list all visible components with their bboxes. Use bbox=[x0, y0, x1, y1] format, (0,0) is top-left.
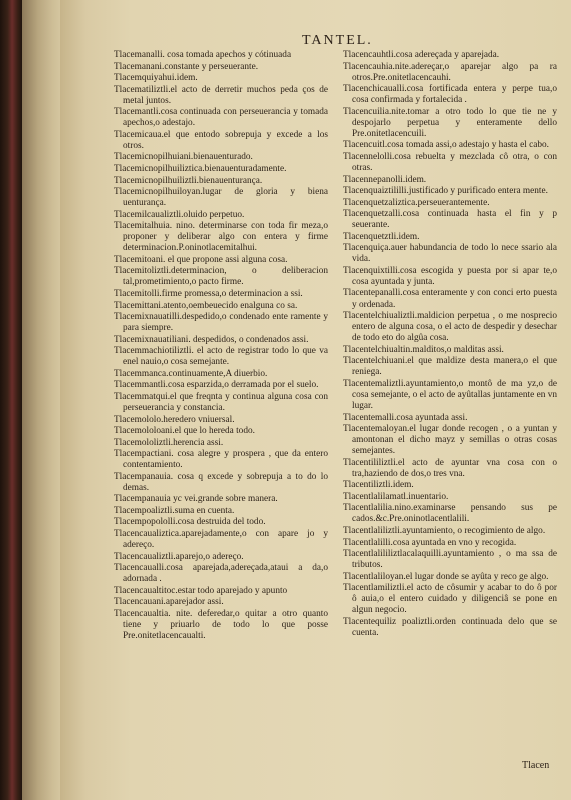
right-column bbox=[343, 50, 557, 639]
dictionary-entry: Tlacemitoani. el que propone assi alguna cosa. bbox=[114, 254, 288, 265]
dictionary-entry: Tlacemanani.constante y perseuerante. bbox=[114, 61, 259, 72]
dictionary-entry: Tlacentlaliliztli.ayuntamiento, o recogimiento de algo. bbox=[343, 525, 546, 536]
dictionary-entry: Tlacencuilia.nite.tomar a otro todo lo que tie ne y despojarlo perpetua y enteramente dello Pre.onitetlacencuili. bbox=[343, 106, 557, 139]
dictionary-entry: Tlacenquetzaliztica.perseuerantemente. bbox=[343, 197, 490, 208]
dictionary-entry: Tlacemitalhuia. nino. determinarse con toda fir meza,o proponer y deliberar algo con entera y firme determinacion.P.oninotlacemitalhui. bbox=[114, 221, 328, 254]
dictionary-entry: Tlacentiliztli.idem. bbox=[343, 480, 414, 491]
dictionary-entry: Tlacempoaliztli.suma en cuenta. bbox=[114, 505, 235, 516]
left-column bbox=[114, 50, 328, 642]
page-edges bbox=[22, 0, 62, 800]
dictionary-entry: Tlacennepanolli.idem. bbox=[343, 174, 427, 185]
dictionary-entry: Tlacencauhtli.cosa adereçada y aparejada. bbox=[343, 50, 500, 60]
dictionary-entry: Tlacentlalililiztlacalaquilli.ayuntamiento , o ma ssa de tributos. bbox=[343, 549, 557, 571]
dictionary-entry: Tlacentemalli.cosa ayuntada assi. bbox=[343, 412, 468, 423]
dictionary-entry: Tlacemittani.atento,oembeuecido enalguna co sa. bbox=[114, 300, 298, 311]
dictionary-entry: Tlacemicnopilhuiliztica.bienauenturadamente. bbox=[114, 163, 287, 174]
dictionary-entry: Tlacenquetzalli.cosa continuada hasta el fin y p seuerante. bbox=[343, 209, 557, 231]
dictionary-entry: Tlacempanauia yc vei.grande sobre manera. bbox=[114, 494, 278, 505]
dictionary-entry: Tlacentlalilli.cosa ayuntada en vno y recogida. bbox=[343, 537, 517, 548]
dictionary-entry: Tlacemquiyahui.idem. bbox=[114, 73, 198, 84]
dictionary-entry: Tlacenquiça.auer habundancia de todo lo nece ssario ala vida. bbox=[343, 243, 557, 265]
dictionary-entry: Tlacencauhia.nite.adereçar,o aparejar algo pa ra otros.Pre.onitetlacencauhi. bbox=[343, 61, 557, 83]
dictionary-entry: Tlacemmantli.cosa esparzida,o derramada por el suelo. bbox=[114, 380, 319, 391]
dictionary-entry: Tlacemololiztli.herencia assi. bbox=[114, 437, 224, 448]
dictionary-entry: Tlacemololo.heredero vniuersal. bbox=[114, 414, 235, 425]
dictionary-entry: Tlacenquixtilli.cosa escogida y puesta por si apar te,o cosa ayuntada y junta. bbox=[343, 265, 557, 287]
dictionary-entry: Tlacentlalilia.nino.examinarse pensando sus pe cados.&c.Pre.oninotlacentlalili. bbox=[343, 503, 557, 525]
dictionary-entry: Tlacencauani.aparejador assi. bbox=[114, 597, 224, 608]
dictionary-entry: Tlacentililiztli.el acto de ayuntar vna cosa con o tra,haziendo de dos,o tres vna. bbox=[343, 457, 557, 479]
dictionary-entry: Tlacemmatqui.el que freqnta y continua alguna cosa con perseuerancia y constancia. bbox=[114, 391, 328, 413]
dictionary-entry: Tlacencuitl.cosa tomada assi,o adestajo y hasta el cabo. bbox=[343, 140, 550, 151]
dictionary-entry: Tlacentelchiualtin.malditos,o malditas assi. bbox=[343, 344, 504, 355]
dictionary-entry: Tlacempopololli.cosa destruida del todo. bbox=[114, 517, 266, 528]
dictionary-entry: Tlacennelolli.cosa rebuelta y mezclada cô otra, o con otras. bbox=[343, 151, 557, 173]
dictionary-entry: Tlacenquetztli.idem. bbox=[343, 231, 420, 242]
dictionary-entry: Tlacenchicaualli.cosa fortificada entera y perpe tua,o cosa confirmada y fortalecida . bbox=[343, 84, 557, 106]
dictionary-entry: Tlacemixnauatiliani. despedidos, o condenados assi. bbox=[114, 334, 309, 345]
dictionary-entry: Tlacemicnopilhuiloyan.lugar de gloria y biena uenturança. bbox=[114, 187, 328, 209]
dictionary-entry: Tlacencaualli.cosa aparejada,adereçada,ataui a da,o adornada . bbox=[114, 563, 328, 585]
catchword: Tlacen bbox=[522, 760, 550, 771]
dictionary-entry: Tlacemanalli. cosa tomada apechos y cótinuada bbox=[114, 50, 292, 60]
book-binding bbox=[0, 0, 22, 800]
dictionary-entry: Tlacencaualtitoc.estar todo aparejado y apunto bbox=[114, 585, 288, 596]
dictionary-entry: Tlacemitolli.firme promessa,o determinacion a ssi. bbox=[114, 288, 303, 299]
dictionary-entry: Tlacencaualiztica.aparejadamente,o con apare jo y adereço. bbox=[114, 528, 328, 551]
dictionary-entry: Tlacemilcaualiztli.oluido perpetuo. bbox=[114, 209, 245, 220]
dictionary-entry: Tlacemicnopilhuiliztli.bienauenturança. bbox=[114, 175, 263, 186]
dictionary-entry: Tlacentelchiualiztli.maldicion perpetua , o me nosprecio entero de alguna cosa, o el acto de despedir y desechar de todo eto do algûa cosa. bbox=[343, 311, 557, 344]
dictionary-entry: Tlacemololoani.el que lo hereda todo. bbox=[114, 426, 255, 437]
dictionary-entry: Tlacencaualiztli.aparejo,o adereço. bbox=[114, 551, 244, 562]
dictionary-entry: Tlacentemaliztli.ayuntamiento,o montô de ma yz,o de cosa semejante, o el acto de ayûtallas juntamente en vn lugar. bbox=[343, 378, 557, 411]
dictionary-entry: Tlacentlaliloyan.el lugar donde se ayûta y reco ge algo. bbox=[343, 571, 549, 582]
dictionary-entry: Tlacentemaloyan.el lugar donde recogen , o a yuntan y amontonan el dicho mayz y semillas o otras cosas semejantes. bbox=[343, 424, 557, 457]
dictionary-entry: Tlacemantli.cosa continuada con perseuerancia y tomada apechos,o adestajo. bbox=[114, 107, 328, 129]
dictionary-entry: Tlacematiliztli.el acto de derretir muchos peda ços de metal juntos. bbox=[114, 84, 328, 106]
dictionary-entry: Tlacenquaiztililli.justificado y purificado entera mente. bbox=[343, 186, 548, 197]
dictionary-entry: Tlacentequiliz poaliztli.orden continuada delo que se cuenta. bbox=[343, 616, 557, 638]
running-head: TANTEL. bbox=[302, 33, 373, 48]
dictionary-entry: Tlacentepanalli.cosa enteramente y con conci erto puesta y ordenada. bbox=[343, 288, 557, 310]
dictionary-entry: Tlacemitoliztli.determinacion, o deliberacion tal,prometimiento,o pacto firme. bbox=[114, 266, 328, 288]
dictionary-entry: Tlacemicaua.el que entodo sobrepuja y excede a los otros. bbox=[114, 129, 328, 151]
dictionary-entry: Tlacemicnopilhuiani.bienauenturado. bbox=[114, 152, 253, 163]
dictionary-entry: Tlacentelchiuani.el que maldize desta manera,o el que reniega. bbox=[343, 356, 557, 378]
dictionary-entry: Tlacemmanca.continuamente,A diuerbio. bbox=[114, 368, 268, 379]
dictionary-entry: Tlacentlalilamatl.inuentario. bbox=[343, 491, 449, 502]
dictionary-entry: Tlacencaualtia. nite. deferedar,o quitar a otro quanto tiene y priuarlo de todo lo que posse Pre.onitetlacencaualti. bbox=[114, 608, 328, 641]
dictionary-entry: Tlacentlamiliztli.el acto de côsumir y acabar to do ô por ô auia,o el entero cuidado y diligenciâ se pone en algun negocio. bbox=[343, 583, 557, 616]
dictionary-entry: Tlacempanauia. cosa q excede y sobrepuja a to do lo demas. bbox=[114, 471, 328, 493]
dictionary-entry: Tlacemmachiotiliztli. el acto de registrar todo lo que va enel nauio,o cosa semejante. bbox=[114, 346, 328, 368]
dictionary-entry: Tlacemixnauatilli.despedido,o condenado ente ramente y para siempre. bbox=[114, 312, 328, 334]
dictionary-entry: Tlacempactiani. cosa alegre y prospera , que da entero contentamiento. bbox=[114, 449, 328, 471]
